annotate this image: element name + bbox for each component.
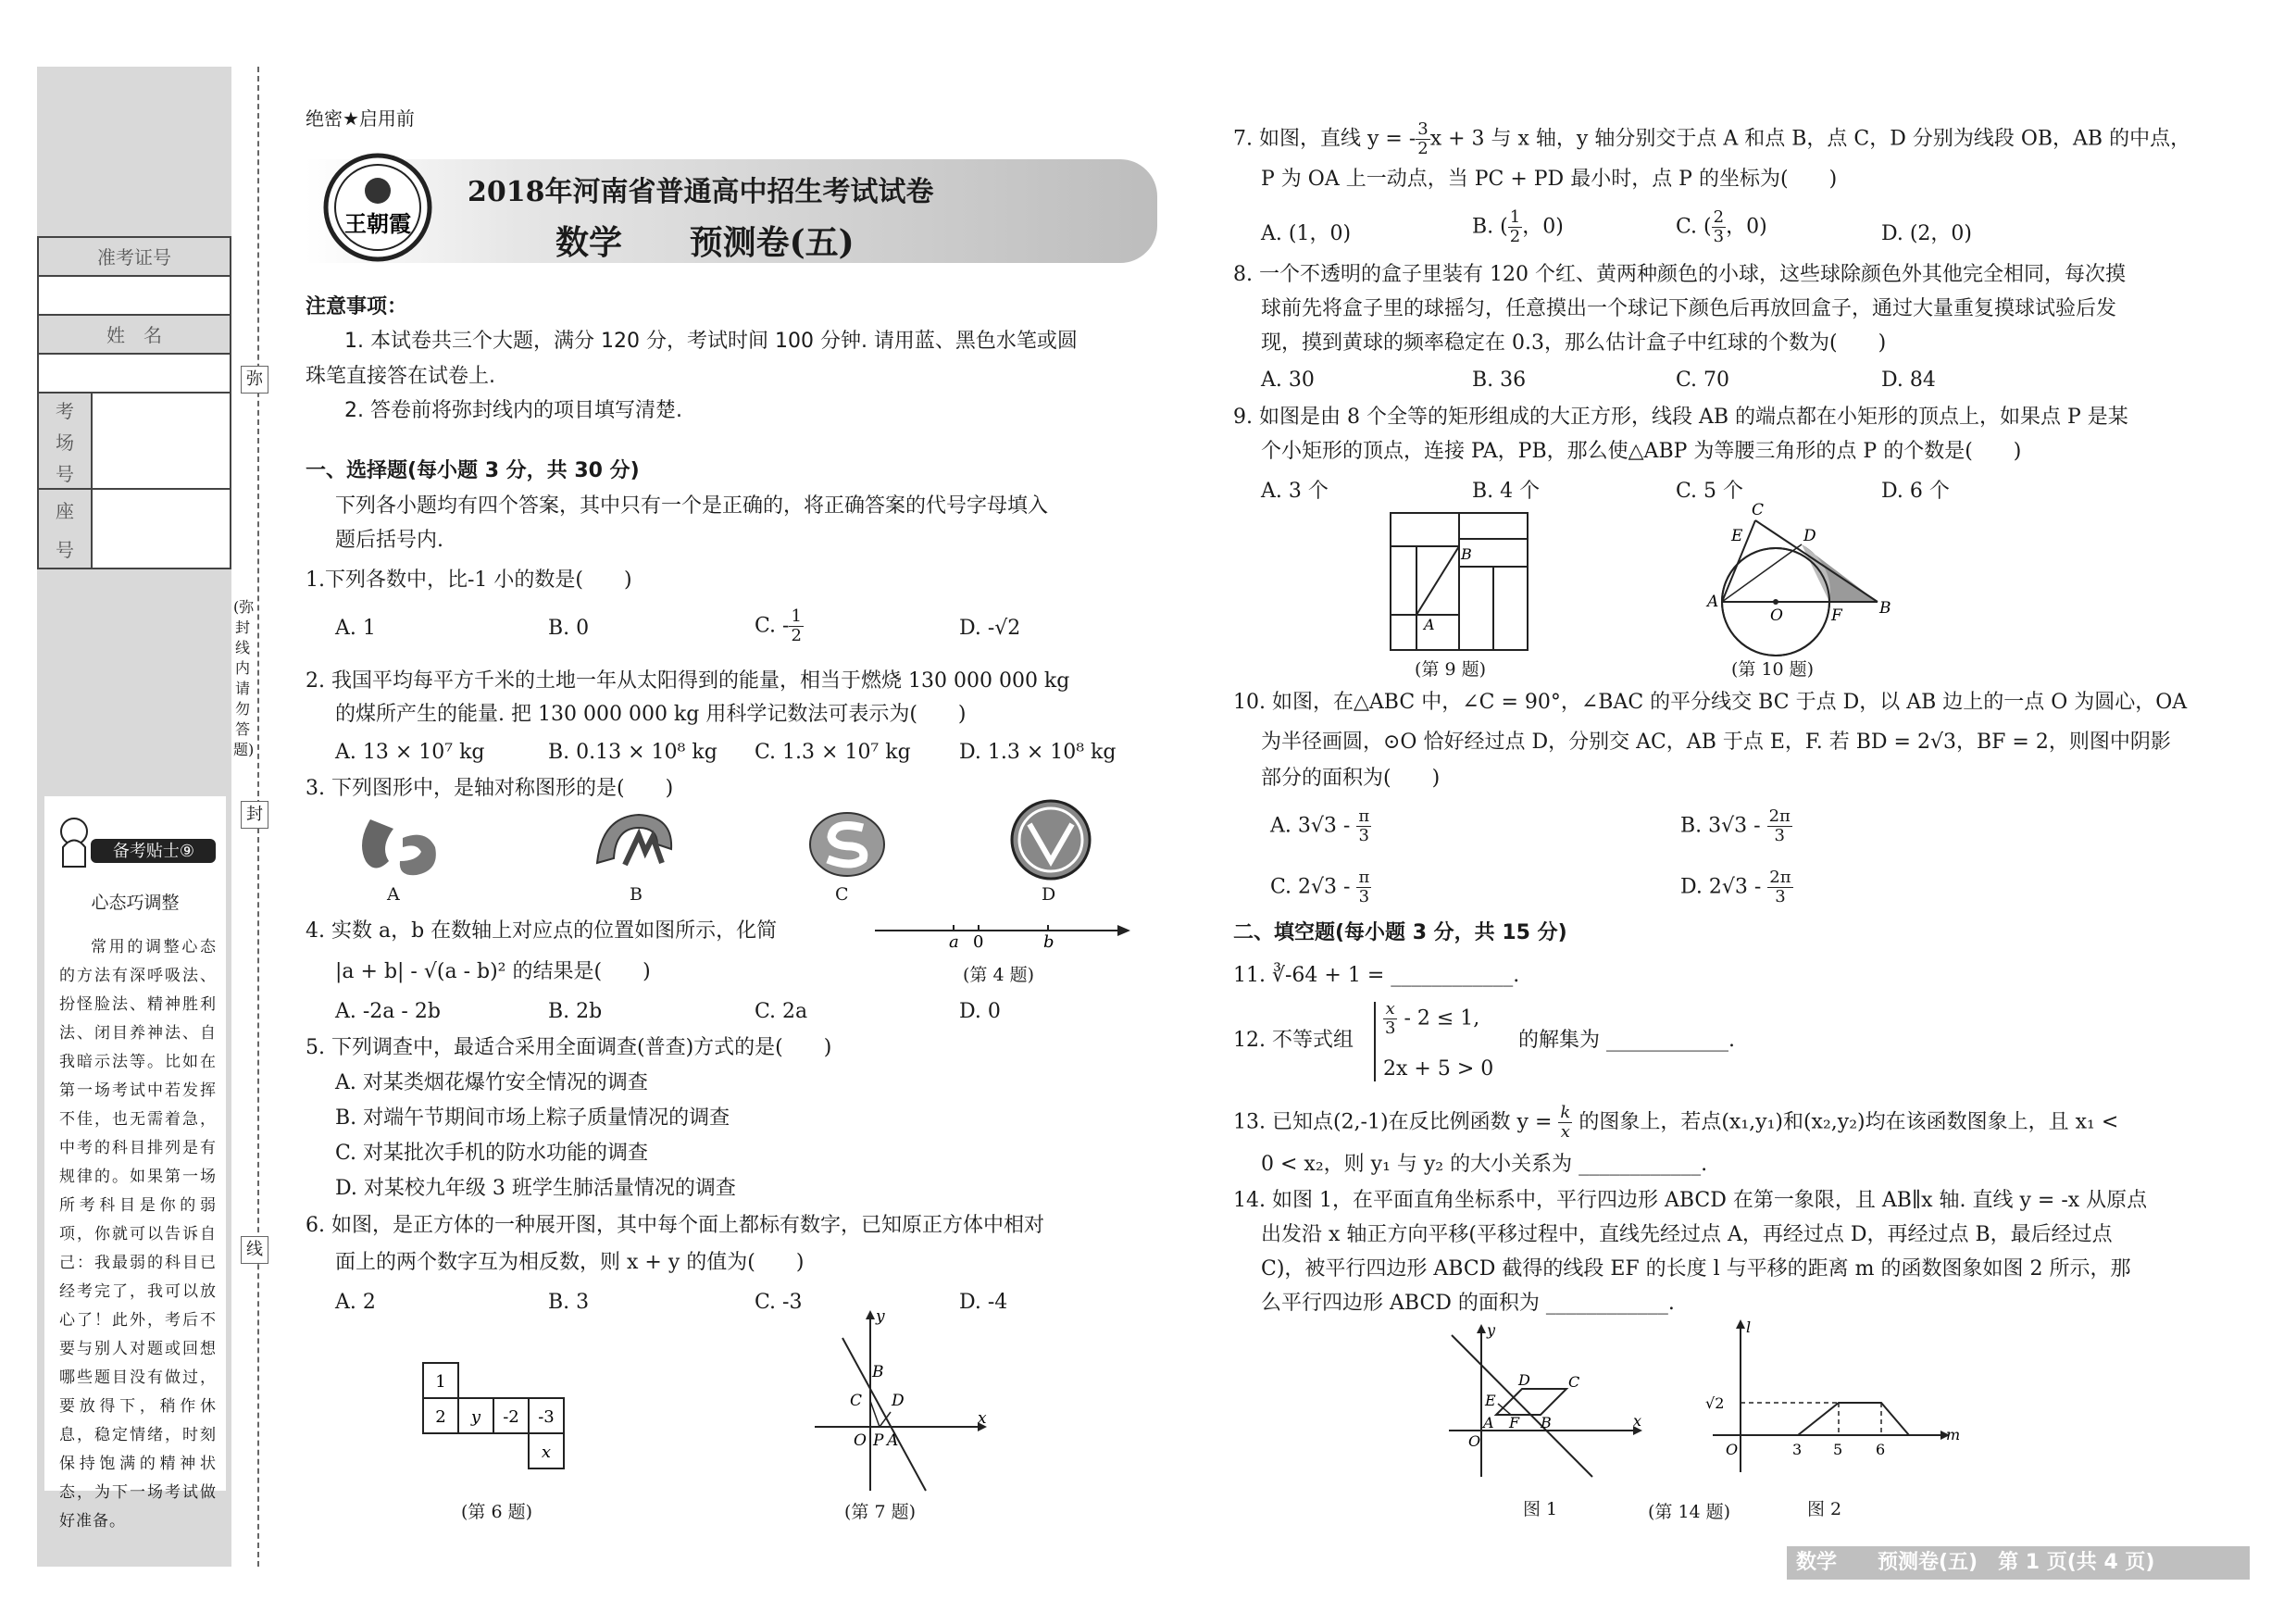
q14-figure-1 — [1444, 1324, 1648, 1481]
q4-stem-1: 4. 实数 a，b 在数轴上对应点的位置如图所示，化简 — [306, 919, 778, 943]
room-row[interactable] — [39, 394, 230, 490]
room-label: 考 场 号 — [39, 394, 93, 488]
q1-stem: 1.下列各数中，比-1 小的数是( ) — [306, 569, 632, 592]
notice-line-2: 2. 答卷前将弥封线内的项目填写清楚. — [344, 399, 682, 422]
q10-caption: (第 10 题) — [1731, 659, 1815, 680]
subject-label: 数学 — [555, 223, 623, 262]
q2-option-a: A. 13 × 10⁷ kg — [335, 741, 485, 764]
q8-stem-3: 现，摸到黄球的频率稳定在 0.3，那么估计盒子中红球的个数为( ) — [1261, 331, 1887, 355]
q14-f2-label-l: l — [1746, 1319, 1752, 1336]
q12-row-2: 2x + 5 > 0 — [1383, 1057, 1494, 1081]
seat-row[interactable] — [39, 490, 230, 568]
q6-option-a: A. 2 — [335, 1291, 376, 1314]
exam-tip-card — [44, 796, 226, 1531]
q10-option-a: A. 3√3 - $\frac{\pi}{3}$ — [1270, 806, 1370, 845]
q4-number-line — [875, 912, 1134, 949]
q14-f2-label-o: O — [1726, 1441, 1739, 1458]
section-2-heading: 二、填空题(每小题 3 分，共 15 分) — [1233, 921, 1567, 944]
q14-fig2-caption: 图 2 — [1807, 1499, 1842, 1519]
q14-f2-label-sqrt2: √2 — [1705, 1394, 1725, 1412]
q7-option-c: C. ( $\frac{2}{3}$ ，0) — [1676, 207, 1767, 246]
paper-label: 预测卷(五) — [689, 223, 855, 262]
q7-stem-2: P 为 OA 上一动点，当 PC + PD 最小时，点 P 的坐标为( ) — [1261, 168, 1838, 191]
tip-body: 常用的调整心态的方法有深呼吸法、扮怪脸法、精神胜利法、闭目养神法、自我暗示法等。比如在第一场考试中若发挥不佳，也无需着急，中考的科目排列是有规律的。如果第一场所考科目是你的弱项，你就可以告诉自己：我最弱的科目已经考完了，我可以放心了！此外，考后不要与别人对题或回想哪些题目没有做过，要放得下，稍作休息，稳定情绪，时刻保持饱满的精神状态，为下一场考试做好准备。 — [59, 938, 217, 1531]
section-1-intro-1: 下列各小题均有四个答案，其中只有一个是正确的，将正确答案的代号字母填入 — [335, 494, 1049, 518]
q3-figure-d-icon — [1009, 798, 1092, 881]
q14-f1-label-d: D — [1518, 1371, 1530, 1389]
q10-label-f: F — [1831, 606, 1842, 625]
q9-option-c: C. 5 个 — [1676, 480, 1744, 503]
notice-heading: 注意事项： — [306, 295, 408, 319]
q7-option-d: D. (2，0) — [1881, 222, 1973, 245]
q6-stem-2: 面上的两个数字互为相反数，则 x + y 的值为( ) — [335, 1251, 805, 1274]
q14-f2-label-5: 5 — [1833, 1441, 1843, 1458]
publisher-logo-icon — [322, 152, 433, 263]
exam-title: 2018年河南省普通高中招生考试试卷 — [468, 176, 934, 208]
q6-cube-net — [421, 1361, 588, 1491]
q10-label-a: A — [1707, 593, 1719, 611]
q13-line-2: 0 < x₂，则 y₁ 与 y₂ 的大小关系为 ____________. — [1261, 1153, 1708, 1176]
q10-label-d: D — [1803, 527, 1816, 545]
exam-subtitle — [555, 217, 855, 264]
q2-stem-1: 2. 我国平均每平方千米的土地一年从太阳得到的能量，相当于燃烧 130 000 000 kg — [306, 669, 1070, 693]
q6-cell-2: 2 — [435, 1407, 446, 1427]
q14-f1-label-e: E — [1485, 1392, 1496, 1409]
q9-caption: (第 9 题) — [1415, 659, 1486, 680]
q6-cell-neg3: -3 — [538, 1407, 555, 1427]
exam-id-label: 准考证号 — [39, 238, 230, 277]
q14-f2-label-6: 6 — [1876, 1441, 1886, 1458]
q10-stem-1: 10. 如图，在△ABC 中，∠C = 90°，∠BAC 的平分线交 BC 于点 D，以 AB 边上的一点 O 为圆心，OA — [1233, 691, 2188, 714]
q11-text: 11. ∛-64 + 1 = ____________. — [1233, 964, 1520, 987]
q3-figure-a-icon — [352, 810, 444, 884]
q14-f1-label-a: A — [1483, 1414, 1494, 1431]
logo-text: 王朝霞 — [344, 210, 411, 237]
q7-label-p: P — [873, 1431, 884, 1450]
q4-caption: (第 4 题) — [963, 965, 1034, 985]
q2-stem-2: 的煤所产生的能量. 把 130 000 000 kg 用科学记数法可表示为( ) — [335, 703, 967, 726]
seal-char-3: 线 — [241, 1236, 268, 1264]
q7-option-a: A. (1，0) — [1261, 222, 1352, 245]
q14-f1-label-b: B — [1541, 1414, 1552, 1431]
name-field[interactable] — [39, 355, 230, 394]
q10-figure — [1692, 500, 1905, 657]
q8-option-c: C. 70 — [1676, 369, 1730, 392]
q6-option-b: B. 3 — [548, 1291, 590, 1314]
section-1-intro-2: 题后括号内. — [335, 529, 443, 552]
q1-option-c: C. - $\frac{1}{2}$ — [755, 606, 802, 645]
q14-f1-label-y: y — [1487, 1324, 1496, 1339]
q9-stem-1: 9. 如图是由 8 个全等的矩形组成的大正方形，线段 AB 的端点都在小矩形的顶点上，如果点 P 是某 — [1233, 406, 2128, 429]
q9-option-d: D. 6 个 — [1881, 480, 1950, 503]
q13-line-1: 13. 已知点(2,-1)在反比例函数 y = $\frac{k}{x}$ 的图象上，若点(x₁,y₁)和(x₂,y₂)均在该函数图象上，且 x₁ < — [1233, 1103, 2119, 1142]
q12-pre: 12. 不等式组 — [1233, 1029, 1354, 1052]
q14-f2-label-3: 3 — [1792, 1441, 1803, 1458]
q3-label-d: D — [1042, 884, 1056, 905]
q3-label-b: B — [630, 884, 643, 905]
q14-stem-2: 出发沿 x 轴正方向平移(平移过程中，直线先经过点 A，再经过点 D，再经过点 B，最后经过点 — [1261, 1223, 2113, 1246]
q10-option-b: B. 3√3 - $\frac{2\pi}{3}$ — [1680, 806, 1791, 845]
q10-label-b: B — [1879, 599, 1891, 618]
q8-option-a: A. 30 — [1261, 369, 1315, 392]
q8-stem-1: 8. 一个不透明的盒子里装有 120 个红、黄两种颜色的小球，这些球除颜色外其他完全相同，每次摸 — [1233, 263, 2126, 286]
q10-label-e: E — [1731, 527, 1743, 545]
q9-option-a: A. 3 个 — [1261, 480, 1329, 503]
q1-option-d: D. -√2 — [959, 617, 1021, 640]
notice-line-1b: 珠笔直接答在试卷上. — [306, 365, 495, 388]
q6-cell-neg2: -2 — [503, 1407, 519, 1427]
q4-axis-0: 0 — [973, 932, 984, 949]
q7-label-x: x — [978, 1409, 987, 1428]
q12-row-1: $\frac{x}{3}$ - 2 ≤ 1, — [1385, 999, 1480, 1038]
q7-label-o: O — [854, 1431, 867, 1450]
secret-label: 绝密★启用前 — [306, 107, 415, 130]
q10-stem-3: 部分的面积为( ) — [1261, 767, 1441, 790]
footer-text: 数学 预测卷(五) 第 1 页(共 4 页) — [1796, 1551, 2155, 1574]
q2-option-b: B. 0.13 × 10⁸ kg — [548, 741, 718, 764]
section-1-heading: 一、选择题(每小题 3 分，共 30 分) — [306, 459, 640, 482]
candidate-info-box — [37, 236, 231, 569]
q12-post: 的解集为 ____________. — [1518, 1029, 1735, 1052]
q14-stem-4: 么平行四边形 ABCD 的面积为 ____________. — [1261, 1292, 1675, 1315]
q12-brace — [1374, 1002, 1379, 1081]
q2-option-c: C. 1.3 × 10⁷ kg — [755, 741, 911, 764]
tip-badge-icon — [54, 806, 220, 870]
q5-stem: 5. 下列调查中，最适合采用全面调查(普查)方式的是( ) — [306, 1036, 832, 1059]
q6-cell-1: 1 — [435, 1372, 446, 1392]
q9-stem-2: 个小矩形的顶点，连接 PA，PB，那么使△ABP 为等腰三角形的点 P 的个数是( ) — [1261, 440, 2022, 463]
q7-label-d: D — [892, 1392, 905, 1410]
q3-figure-c-icon — [805, 807, 889, 881]
q4-stem-2: |a + b| - √(a - b)² 的结果是( ) — [335, 960, 651, 983]
q4-option-b: B. 2b — [548, 1000, 603, 1023]
name-label: 姓 名 — [39, 316, 230, 355]
q10-option-d: D. 2√3 - $\frac{2\pi}{3}$ — [1680, 868, 1791, 906]
q7-label-c: C — [850, 1392, 863, 1410]
q7-figure — [805, 1310, 991, 1495]
q10-label-c: C — [1752, 501, 1765, 519]
q4-option-a: A. -2a - 2b — [335, 1000, 441, 1023]
q7-caption: (第 7 题) — [844, 1502, 916, 1522]
q9-figure — [1389, 511, 1529, 652]
q14-f1-label-f: F — [1509, 1414, 1520, 1431]
seat-label: 座 号 — [39, 490, 93, 568]
seal-char-1: 弥 — [241, 366, 268, 394]
q3-label-a: A — [387, 884, 400, 905]
q5-option-b: B. 对端午节期间市场上粽子质量情况的调查 — [335, 1106, 730, 1130]
q6-cell-x: x — [541, 1443, 552, 1462]
q6-option-c: C. -3 — [755, 1291, 803, 1314]
seal-note: (弥封线内请勿答题) — [233, 598, 255, 758]
q2-option-d: D. 1.3 × 10⁸ kg — [959, 741, 1117, 764]
q7-option-b: B. ( $\frac{1}{2}$ ，0) — [1472, 207, 1564, 246]
q6-caption: (第 6 题) — [461, 1502, 532, 1522]
q7-stem-1: 7. 如图，直线 y = - $\frac{3}{2}$ x + 3 与 x 轴，y 轴分别交于点 A 和点 B，点 C，D 分别为线段 OB，AB 的中点， — [1233, 119, 2191, 158]
q7-label-b: B — [872, 1363, 884, 1381]
q6-stem-1: 6. 如图，是正方体的一种展开图，其中每个面上都标有数字，已知原正方体中相对 — [306, 1214, 1044, 1237]
q14-stem-3: C)，被平行四边形 ABCD 截得的线段 EF 的长度 l 与平移的距离 m 的函数图象如图 2 所示，那 — [1261, 1257, 2131, 1281]
q4-axis-a: a — [949, 932, 959, 949]
q14-f1-label-o: O — [1468, 1432, 1481, 1450]
q9-option-b: B. 4 个 — [1472, 480, 1541, 503]
q4-axis-b: b — [1043, 932, 1054, 949]
q14-f1-label-c: C — [1568, 1373, 1580, 1391]
q6-cell-y: y — [470, 1407, 481, 1427]
q9-label-b: B — [1461, 545, 1472, 563]
q3-label-c: C — [835, 884, 849, 905]
q6-option-d: D. -4 — [959, 1291, 1008, 1314]
q5-option-d: D. 对某校九年级 3 班学生肺活量情况的调查 — [335, 1177, 736, 1200]
q14-figure-2 — [1694, 1319, 1972, 1477]
q7-label-y: y — [876, 1310, 885, 1326]
q10-stem-2: 为半径画圆，⊙O 恰好经过点 D，分别交 AC，AB 于点 E，F. 若 BD = 2√3，BF = 2，则图中阴影 — [1261, 731, 2171, 754]
q3-figure-b-icon — [588, 807, 680, 881]
q10-label-o: O — [1770, 606, 1783, 625]
q4-option-d: D. 0 — [959, 1000, 1001, 1023]
notice-line-1: 1. 本试卷共三个大题，满分 120 分，考试时间 100 分钟. 请用蓝、黑色水笔或圆 — [344, 330, 1078, 353]
exam-id-field[interactable] — [39, 277, 230, 316]
q14-f1-label-x: x — [1633, 1412, 1642, 1430]
q9-label-a: A — [1424, 616, 1435, 633]
q8-stem-2: 球前先将盒子里的球摇匀，任意摸出一个球记下颜色后再放回盒子，通过大量重复摸球试验后发 — [1261, 297, 2117, 320]
q1-option-b: B. 0 — [548, 617, 590, 640]
q14-caption: (第 14 题) — [1648, 1502, 1731, 1522]
page-footer — [1787, 1546, 2250, 1580]
q3-stem: 3. 下列图形中，是轴对称图形的是( ) — [306, 777, 674, 800]
tip-title: 心态巧调整 — [91, 893, 180, 913]
q14-f2-label-m: m — [1946, 1426, 1961, 1443]
q14-fig1-caption: 图 1 — [1523, 1499, 1558, 1519]
tip-badge-label: 备考贴士⑨ — [112, 842, 195, 861]
q14-stem-1: 14. 如图 1，在平面直角坐标系中，平行四边形 ABCD 在第一象限，且 AB∥x 轴. 直线 y = -x 从原点 — [1233, 1189, 2148, 1212]
q7-label-a: A — [887, 1431, 899, 1450]
q5-option-c: C. 对某批次手机的防水功能的调查 — [335, 1142, 649, 1165]
q8-option-b: B. 36 — [1472, 369, 1527, 392]
q1-option-a: A. 1 — [335, 617, 376, 640]
q10-option-c: C. 2√3 - $\frac{\pi}{3}$ — [1270, 868, 1370, 906]
seal-char-2: 封 — [241, 801, 268, 829]
q4-option-c: C. 2a — [755, 1000, 808, 1023]
q8-option-d: D. 84 — [1881, 369, 1936, 392]
q5-option-a: A. 对某类烟花爆竹安全情况的调查 — [335, 1071, 648, 1094]
